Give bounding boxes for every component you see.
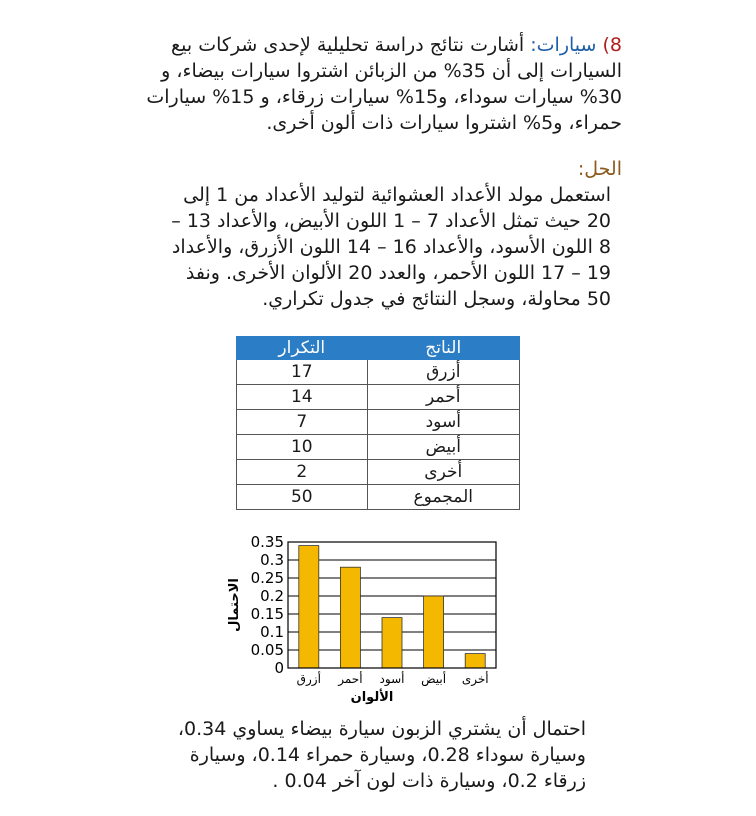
header-frequency: التكرار xyxy=(237,337,368,360)
table-row xyxy=(237,460,520,485)
table-header-row xyxy=(237,337,520,360)
frequency-table xyxy=(236,336,520,510)
bar xyxy=(424,596,444,668)
bar xyxy=(382,618,402,668)
table-row xyxy=(237,385,520,410)
bar xyxy=(340,567,360,668)
y-tick-label: 0.35 xyxy=(250,533,284,551)
cell-total-label: المجموع xyxy=(367,485,519,510)
cell-outcome: أخرى xyxy=(367,460,519,485)
x-category-label: أزرق xyxy=(296,672,321,686)
cell-frequency: 7 xyxy=(237,410,368,435)
y-tick-label: 0.1 xyxy=(260,623,284,641)
problem-number: 8) xyxy=(602,34,622,56)
table-row-total xyxy=(237,485,520,510)
problem-title: سيارات: xyxy=(530,34,597,56)
table-row xyxy=(237,360,520,385)
cell-total-value: 50 xyxy=(237,485,368,510)
conclusion-text: احتمال أن يشتري الزبون سيارة بيضاء يساوي 0.34، وسيارة سوداء 0.28، وسيارة حمراء 0.14، وسيارة زرقاء 0.2، وسيارة ذات لون آخر 0.04 . xyxy=(177,718,586,792)
y-tick-label: 0.15 xyxy=(250,605,284,623)
cell-outcome: أزرق xyxy=(367,360,519,385)
cell-frequency: 17 xyxy=(237,360,368,385)
cell-outcome: أحمر xyxy=(367,385,519,410)
cell-outcome: أبيض xyxy=(367,435,519,460)
cell-frequency: 10 xyxy=(237,435,368,460)
solution-heading: الحل: xyxy=(577,158,622,180)
cell-frequency: 2 xyxy=(237,460,368,485)
y-tick-label: 0 xyxy=(274,659,284,677)
bar xyxy=(465,654,485,668)
probability-bar-chart xyxy=(210,530,510,710)
cell-outcome: أسود xyxy=(367,410,519,435)
problem-statement xyxy=(122,32,622,136)
x-category-label: أسود xyxy=(379,672,405,686)
solution-text: استعمل مولد الأعداد العشوائية لتوليد الأعداد من 1 إلى 20 حيث تمثل الأعداد 7 – 1 اللون الأبيض، والأعداد 13 – 8 اللون الأسود، والأعداد 16 – 14 اللون الأزرق، والأعداد 19 – 17 اللون الأحمر، والعدد 20 الألوان الأخرى. ونفذ 50 محاولة، وسجل النتائج في جدول تكراري. xyxy=(171,184,611,310)
y-tick-label: 0.2 xyxy=(260,587,284,605)
x-category-label: أخرى xyxy=(461,672,489,686)
bar xyxy=(299,546,319,668)
cell-frequency: 14 xyxy=(237,385,368,410)
header-outcome: الناتج xyxy=(367,337,519,360)
x-category-label: أحمر xyxy=(338,672,363,686)
y-axis-label: الاحتمال xyxy=(227,578,242,632)
y-tick-label: 0.3 xyxy=(260,551,284,569)
x-axis-label: الألوان xyxy=(350,690,394,705)
table-row xyxy=(237,435,520,460)
table-row xyxy=(237,410,520,435)
problem-text: أشارت نتائج دراسة تحليلية لإحدى شركات بيع السيارات إلى أن 35% من الزبائن اشتروا سيارات بيضاء، و 30% سيارات سوداء، و15% سيارات زرقاء، و 15% سيارات حمراء، و5% اشتروا سيارات ذات ألون أخرى. xyxy=(146,34,622,134)
y-tick-label: 0.25 xyxy=(250,569,284,587)
x-category-label: أبيض xyxy=(421,672,447,686)
y-tick-label: 0.05 xyxy=(250,641,284,659)
